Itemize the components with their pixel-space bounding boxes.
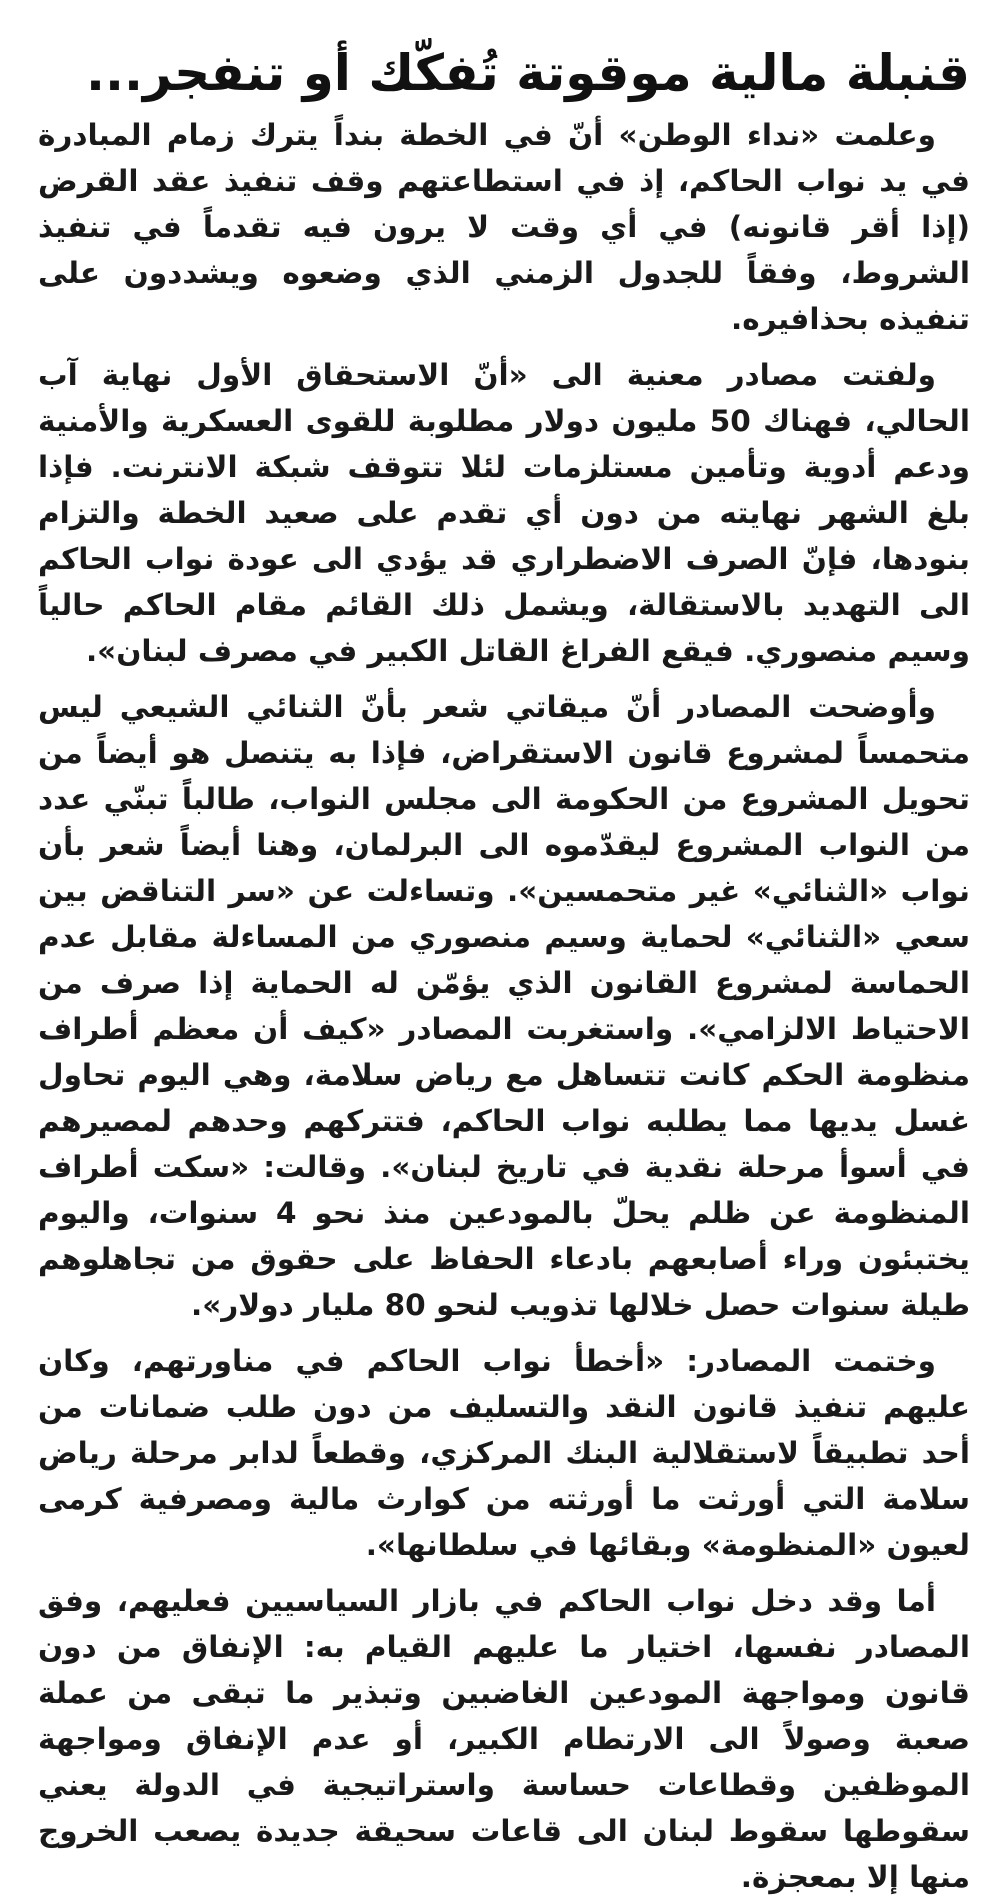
paragraph: وعلمت «نداء الوطن» أنّ في الخطة بنداً يترك زمام المبادرة في يد نواب الحاكم، إذ في استطاعتهم وقف تنفيذ عقد القرض (إذا أقر قانونه) في أي وقت لا يرون فيه تقدماً في تنفيذ الشروط، وفقاً للجدول الزمني الذي وضعوه ويشددون على تنفيذه بحذافيره. <box>38 118 970 336</box>
paragraph: أما وقد دخل نواب الحاكم في بازار السياسيين فعليهم، وفق المصادر نفسها، اختيار ما عليهم القيام به: الإنفاق من دون قانون ومواجهة المودعين الغاضبين وتبذير ما تبقى من عملة صعبة وصولاً الى الارتطام الكبير، أو عدم الإنفاق ومواجهة الموظفين وقطاعات حساسة واستراتيجية في الدولة يعني سقوطها سقوط لبنان الى قاعات سحيقة جديدة يصعب الخروج منها إلا بمعجزة. <box>38 1584 970 1894</box>
article-headline: قنبلة مالية موقوتة تُفكّك أو تنفجر... <box>86 44 970 102</box>
paragraph: ولفتت مصادر معنية الى «أنّ الاستحقاق الأول نهاية آب الحالي، فهناك 50 مليون دولار مطلوبة للقوى العسكرية والأمنية ودعم أدوية وتأمين مستلزمات لئلا تتوقف شبكة الانترنت. فإذا بلغ الشهر نهايته من دون أي تقدم على صعيد الخطة والتزام بنودها، فإنّ الصرف الاضطراري قد يؤدي الى عودة نواب الحاكم الى التهديد بالاستقالة، ويشمل ذلك القائم مقام الحاكم حالياً وسيم منصوري. فيقع الفراغ القاتل الكبير في مصرف لبنان». <box>38 358 970 668</box>
article <box>38 40 970 1894</box>
article-body <box>38 112 970 1900</box>
paragraph: وختمت المصادر: «أخطأ نواب الحاكم في مناورتهم، وكان عليهم تنفيذ قانون النقد والتسليف من دون طلب ضمانات من أحد تطبيقاً لاستقلالية البنك المركزي، وقطعاً لدابر مرحلة رياض سلامة التي أورثت ما أورثته من كوارث مالية ومصرفية كرمى لعيون «المنظومة» وبقائها في سلطانها». <box>38 1344 970 1562</box>
paragraph: وأوضحت المصادر أنّ ميقاتي شعر بأنّ الثنائي الشيعي ليس متحمساً لمشروع قانون الاستقراض، فإذا به يتنصل هو أيضاً من تحويل المشروع من الحكومة الى مجلس النواب، طالباً تبنّي عدد من النواب المشروع ليقدّموه الى البرلمان، وهنا أيضاً شعر بأن نواب «الثنائي» غير متحمسين». وتساءلت عن «سر التناقض بين سعي «الثنائي» لحماية وسيم منصوري من المساءلة مقابل عدم الحماسة لمشروع القانون الذي يؤمّن له الحماية إذا صرف من الاحتياط الالزامي». واستغربت المصادر «كيف أن معظم أطراف منظومة الحكم كانت تتساهل مع رياض سلامة، وهي اليوم تحاول غسل يديها مما يطلبه نواب الحاكم، فتتركهم وحدهم لمصيرهم في أسوأ مرحلة نقدية في تاريخ لبنان». وقالت: «سكت أطراف المنظومة عن ظلم يحلّ بالمودعين منذ نحو 4 سنوات، واليوم يختبئون وراء أصابعهم بادعاء الحفاظ على حقوق من تجاهلوهم طيلة سنوات حصل خلالها تذويب لنحو 80 مليار دولار». <box>38 690 970 1322</box>
